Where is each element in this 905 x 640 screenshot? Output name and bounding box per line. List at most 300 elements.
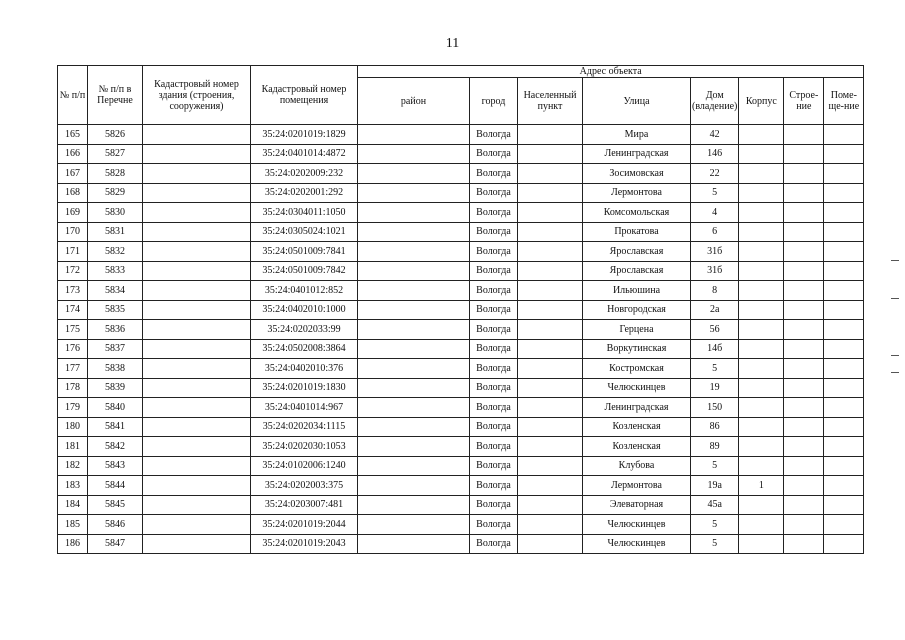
- cell-structure: [784, 320, 824, 340]
- cell-building-cadastral: [143, 515, 251, 535]
- cell-house: 19а: [691, 476, 739, 496]
- cell-city: Вологда: [470, 398, 518, 418]
- cell-structure: [784, 203, 824, 223]
- cell-street: Лермонтова: [583, 183, 691, 203]
- cell-room: [824, 476, 864, 496]
- page-number: 11: [445, 36, 460, 51]
- cell-room: [824, 320, 864, 340]
- cell-district: [358, 398, 470, 418]
- cell-list-num: 5846: [88, 515, 143, 535]
- cell-list-num: 5826: [88, 125, 143, 145]
- cell-house: 146: [691, 144, 739, 164]
- cell-structure: [784, 417, 824, 437]
- cell-num: 174: [58, 300, 88, 320]
- cell-city: Вологда: [470, 281, 518, 301]
- property-register-table: [57, 65, 864, 554]
- cell-house: 86: [691, 417, 739, 437]
- cell-room: [824, 144, 864, 164]
- col-header-city: город: [470, 78, 518, 125]
- cell-city: Вологда: [470, 515, 518, 535]
- cell-city: Вологда: [470, 125, 518, 145]
- cell-district: [358, 144, 470, 164]
- cell-room-cadastral: 35:24:0304011:1050: [251, 203, 358, 223]
- cell-list-num: 5844: [88, 476, 143, 496]
- cell-structure: [784, 261, 824, 281]
- cell-room: [824, 183, 864, 203]
- cell-room: [824, 339, 864, 359]
- cell-block: [739, 320, 784, 340]
- cell-room: [824, 261, 864, 281]
- cell-street: Челюскинцев: [583, 515, 691, 535]
- cell-district: [358, 495, 470, 515]
- col-header-room: Поме-ще-ние: [824, 78, 864, 125]
- cell-structure: [784, 515, 824, 535]
- cell-room: [824, 515, 864, 535]
- cell-room-cadastral: 35:24:0201019:1830: [251, 378, 358, 398]
- col-header-street: Улица: [583, 78, 691, 125]
- cell-building-cadastral: [143, 456, 251, 476]
- cell-block: [739, 339, 784, 359]
- cell-num: 179: [58, 398, 88, 418]
- cell-room: [824, 495, 864, 515]
- cell-building-cadastral: [143, 495, 251, 515]
- cell-district: [358, 476, 470, 496]
- cell-settlement: [518, 534, 583, 554]
- col-header-address-group: Адрес объекта: [358, 66, 864, 78]
- cell-building-cadastral: [143, 183, 251, 203]
- cell-district: [358, 300, 470, 320]
- cell-city: Вологда: [470, 339, 518, 359]
- cell-house: 42: [691, 125, 739, 145]
- cell-building-cadastral: [143, 534, 251, 554]
- cell-num: 168: [58, 183, 88, 203]
- table-row: [58, 534, 864, 554]
- cell-city: Вологда: [470, 261, 518, 281]
- col-header-house: Дом (владение): [691, 78, 739, 125]
- cell-house: 56: [691, 320, 739, 340]
- cell-structure: [784, 164, 824, 184]
- table-row: [58, 359, 864, 379]
- margin-mark: [891, 298, 899, 299]
- cell-room-cadastral: 35:24:0202034:1115: [251, 417, 358, 437]
- cell-house: 14б: [691, 339, 739, 359]
- cell-room: [824, 378, 864, 398]
- cell-city: Вологда: [470, 300, 518, 320]
- cell-street: Ильюшина: [583, 281, 691, 301]
- cell-street: Ленинградская: [583, 398, 691, 418]
- cell-house: 45а: [691, 495, 739, 515]
- cell-list-num: 5835: [88, 300, 143, 320]
- col-header-room-cadastral: Кадастровый номер помещения: [251, 66, 358, 125]
- cell-num: 165: [58, 125, 88, 145]
- cell-num: 183: [58, 476, 88, 496]
- cell-block: [739, 515, 784, 535]
- cell-street: Новгородская: [583, 300, 691, 320]
- cell-room-cadastral: 35:24:0501009:7841: [251, 242, 358, 262]
- cell-house: 5: [691, 359, 739, 379]
- cell-building-cadastral: [143, 359, 251, 379]
- table-header: [58, 66, 864, 125]
- cell-block: [739, 242, 784, 262]
- cell-city: Вологда: [470, 476, 518, 496]
- cell-room: [824, 398, 864, 418]
- cell-street: Герцена: [583, 320, 691, 340]
- cell-room-cadastral: 35:24:0102006:1240: [251, 456, 358, 476]
- cell-room-cadastral: 35:24:0502008:3864: [251, 339, 358, 359]
- cell-street: Прокатова: [583, 222, 691, 242]
- cell-building-cadastral: [143, 242, 251, 262]
- table-row: [58, 261, 864, 281]
- cell-list-num: 5836: [88, 320, 143, 340]
- cell-room: [824, 300, 864, 320]
- cell-structure: [784, 534, 824, 554]
- cell-structure: [784, 339, 824, 359]
- cell-city: Вологда: [470, 495, 518, 515]
- cell-list-num: 5828: [88, 164, 143, 184]
- cell-room: [824, 222, 864, 242]
- cell-room-cadastral: 35:24:0202009:232: [251, 164, 358, 184]
- cell-block: [739, 398, 784, 418]
- cell-list-num: 5831: [88, 222, 143, 242]
- cell-street: Зосимовская: [583, 164, 691, 184]
- cell-room: [824, 456, 864, 476]
- cell-house: 22: [691, 164, 739, 184]
- cell-house: 5: [691, 534, 739, 554]
- cell-list-num: 5837: [88, 339, 143, 359]
- cell-structure: [784, 222, 824, 242]
- table-row: [58, 417, 864, 437]
- cell-street: Козленская: [583, 417, 691, 437]
- cell-room: [824, 534, 864, 554]
- cell-list-num: 5833: [88, 261, 143, 281]
- cell-list-num: 5847: [88, 534, 143, 554]
- cell-structure: [784, 437, 824, 457]
- cell-settlement: [518, 144, 583, 164]
- cell-list-num: 5838: [88, 359, 143, 379]
- cell-num: 182: [58, 456, 88, 476]
- cell-room: [824, 125, 864, 145]
- cell-num: 170: [58, 222, 88, 242]
- cell-house: 89: [691, 437, 739, 457]
- cell-room-cadastral: 35:24:0401012:852: [251, 281, 358, 301]
- cell-room-cadastral: 35:24:0203007:481: [251, 495, 358, 515]
- cell-district: [358, 222, 470, 242]
- table-row: [58, 222, 864, 242]
- cell-building-cadastral: [143, 203, 251, 223]
- cell-district: [358, 515, 470, 535]
- cell-block: [739, 417, 784, 437]
- table-row: [58, 437, 864, 457]
- cell-list-num: 5845: [88, 495, 143, 515]
- cell-district: [358, 183, 470, 203]
- cell-list-num: 5841: [88, 417, 143, 437]
- cell-block: [739, 261, 784, 281]
- table-row: [58, 125, 864, 145]
- cell-room: [824, 281, 864, 301]
- cell-district: [358, 417, 470, 437]
- cell-room-cadastral: 35:24:0305024:1021: [251, 222, 358, 242]
- cell-district: [358, 456, 470, 476]
- cell-room: [824, 417, 864, 437]
- cell-settlement: [518, 359, 583, 379]
- table-row: [58, 456, 864, 476]
- cell-city: Вологда: [470, 359, 518, 379]
- cell-building-cadastral: [143, 300, 251, 320]
- table-row: [58, 378, 864, 398]
- margin-mark: [891, 260, 899, 261]
- cell-room-cadastral: 35:24:0401014:4872: [251, 144, 358, 164]
- cell-street: Ленинградская: [583, 144, 691, 164]
- cell-room-cadastral: 35:24:0202033:99: [251, 320, 358, 340]
- cell-block: [739, 534, 784, 554]
- cell-settlement: [518, 242, 583, 262]
- cell-settlement: [518, 456, 583, 476]
- cell-building-cadastral: [143, 164, 251, 184]
- cell-settlement: [518, 495, 583, 515]
- cell-street: Элеваторная: [583, 495, 691, 515]
- cell-building-cadastral: [143, 320, 251, 340]
- cell-district: [358, 534, 470, 554]
- table-row: [58, 476, 864, 496]
- cell-block: [739, 125, 784, 145]
- cell-num: 178: [58, 378, 88, 398]
- cell-num: 186: [58, 534, 88, 554]
- cell-room-cadastral: 35:24:0201019:2043: [251, 534, 358, 554]
- cell-district: [358, 359, 470, 379]
- cell-house: 6: [691, 222, 739, 242]
- col-header-list-num: № п/п в Перечне: [88, 66, 143, 125]
- cell-block: [739, 164, 784, 184]
- cell-street: Козленская: [583, 437, 691, 457]
- cell-room: [824, 359, 864, 379]
- cell-street: Челюскинцев: [583, 378, 691, 398]
- cell-list-num: 5843: [88, 456, 143, 476]
- cell-building-cadastral: [143, 222, 251, 242]
- col-header-settlement: Населенный пункт: [518, 78, 583, 125]
- cell-block: [739, 144, 784, 164]
- cell-room-cadastral: 35:24:0402010:1000: [251, 300, 358, 320]
- table-row: [58, 515, 864, 535]
- cell-city: Вологда: [470, 183, 518, 203]
- cell-settlement: [518, 300, 583, 320]
- cell-num: 177: [58, 359, 88, 379]
- cell-building-cadastral: [143, 378, 251, 398]
- cell-street: Мира: [583, 125, 691, 145]
- cell-block: [739, 495, 784, 515]
- table-row: [58, 281, 864, 301]
- cell-district: [358, 281, 470, 301]
- cell-settlement: [518, 203, 583, 223]
- cell-structure: [784, 476, 824, 496]
- cell-house: 31б: [691, 242, 739, 262]
- cell-structure: [784, 359, 824, 379]
- col-header-building-cadastral: Кадастровый номер здания (строения, сооружения): [143, 66, 251, 125]
- cell-settlement: [518, 378, 583, 398]
- cell-house: 8: [691, 281, 739, 301]
- cell-city: Вологда: [470, 378, 518, 398]
- cell-list-num: 5827: [88, 144, 143, 164]
- cell-settlement: [518, 417, 583, 437]
- cell-room-cadastral: 35:24:0402010:376: [251, 359, 358, 379]
- cell-district: [358, 164, 470, 184]
- cell-district: [358, 261, 470, 281]
- cell-city: Вологда: [470, 534, 518, 554]
- table-row: [58, 300, 864, 320]
- cell-num: 173: [58, 281, 88, 301]
- table-row: [58, 398, 864, 418]
- cell-street: Ярославская: [583, 242, 691, 262]
- cell-city: Вологда: [470, 417, 518, 437]
- cell-structure: [784, 242, 824, 262]
- cell-street: Челюскинцев: [583, 534, 691, 554]
- cell-list-num: 5832: [88, 242, 143, 262]
- cell-block: [739, 456, 784, 476]
- cell-city: Вологда: [470, 203, 518, 223]
- cell-room: [824, 242, 864, 262]
- cell-building-cadastral: [143, 144, 251, 164]
- cell-num: 181: [58, 437, 88, 457]
- cell-settlement: [518, 125, 583, 145]
- cell-district: [358, 242, 470, 262]
- cell-house: 19: [691, 378, 739, 398]
- cell-num: 167: [58, 164, 88, 184]
- cell-city: Вологда: [470, 164, 518, 184]
- cell-block: [739, 378, 784, 398]
- cell-settlement: [518, 261, 583, 281]
- cell-settlement: [518, 222, 583, 242]
- cell-room-cadastral: 35:24:0501009:7842: [251, 261, 358, 281]
- cell-building-cadastral: [143, 125, 251, 145]
- cell-district: [358, 339, 470, 359]
- cell-structure: [784, 144, 824, 164]
- cell-district: [358, 320, 470, 340]
- cell-structure: [784, 495, 824, 515]
- cell-building-cadastral: [143, 398, 251, 418]
- cell-structure: [784, 398, 824, 418]
- table-row: [58, 164, 864, 184]
- cell-structure: [784, 125, 824, 145]
- cell-street: Комсомольская: [583, 203, 691, 223]
- margin-mark: [891, 355, 899, 356]
- table-row: [58, 320, 864, 340]
- col-header-structure: Строе-ние: [784, 78, 824, 125]
- cell-city: Вологда: [470, 242, 518, 262]
- cell-structure: [784, 281, 824, 301]
- cell-num: 176: [58, 339, 88, 359]
- cell-list-num: 5829: [88, 183, 143, 203]
- cell-block: [739, 203, 784, 223]
- cell-building-cadastral: [143, 261, 251, 281]
- cell-district: [358, 378, 470, 398]
- cell-num: 171: [58, 242, 88, 262]
- cell-city: Вологда: [470, 320, 518, 340]
- cell-list-num: 5840: [88, 398, 143, 418]
- cell-num: 184: [58, 495, 88, 515]
- cell-district: [358, 437, 470, 457]
- cell-num: 185: [58, 515, 88, 535]
- cell-house: 5: [691, 183, 739, 203]
- cell-city: Вологда: [470, 222, 518, 242]
- cell-num: 172: [58, 261, 88, 281]
- cell-structure: [784, 300, 824, 320]
- cell-room-cadastral: 35:24:0202003:375: [251, 476, 358, 496]
- cell-house: 2а: [691, 300, 739, 320]
- cell-street: Лермонтова: [583, 476, 691, 496]
- cell-room: [824, 164, 864, 184]
- margin-mark: [891, 372, 899, 373]
- cell-building-cadastral: [143, 476, 251, 496]
- cell-num: 166: [58, 144, 88, 164]
- table-body: [58, 125, 864, 554]
- cell-street: Воркутинская: [583, 339, 691, 359]
- cell-structure: [784, 456, 824, 476]
- cell-room-cadastral: 35:24:0201019:1829: [251, 125, 358, 145]
- cell-city: Вологда: [470, 437, 518, 457]
- cell-house: 31б: [691, 261, 739, 281]
- table-row: [58, 183, 864, 203]
- col-header-district: район: [358, 78, 470, 125]
- cell-building-cadastral: [143, 437, 251, 457]
- cell-block: [739, 359, 784, 379]
- cell-house: 5: [691, 515, 739, 535]
- cell-block: [739, 222, 784, 242]
- cell-house: 4: [691, 203, 739, 223]
- cell-city: Вологда: [470, 144, 518, 164]
- cell-list-num: 5830: [88, 203, 143, 223]
- cell-num: 175: [58, 320, 88, 340]
- cell-room: [824, 437, 864, 457]
- cell-num: 180: [58, 417, 88, 437]
- cell-room: [824, 203, 864, 223]
- table-row: [58, 203, 864, 223]
- cell-room-cadastral: 35:24:0202001:292: [251, 183, 358, 203]
- cell-list-num: 5834: [88, 281, 143, 301]
- cell-settlement: [518, 183, 583, 203]
- col-header-block: Корпус: [739, 78, 784, 125]
- cell-street: Ярославская: [583, 261, 691, 281]
- col-header-num: № п/п: [58, 66, 88, 125]
- cell-settlement: [518, 437, 583, 457]
- cell-settlement: [518, 164, 583, 184]
- cell-settlement: [518, 398, 583, 418]
- cell-settlement: [518, 515, 583, 535]
- cell-street: Костромская: [583, 359, 691, 379]
- table-row: [58, 242, 864, 262]
- cell-house: 150: [691, 398, 739, 418]
- cell-street: Клубова: [583, 456, 691, 476]
- cell-block: [739, 437, 784, 457]
- cell-structure: [784, 183, 824, 203]
- table-row: [58, 144, 864, 164]
- cell-structure: [784, 378, 824, 398]
- cell-settlement: [518, 320, 583, 340]
- cell-room-cadastral: 35:24:0201019:2044: [251, 515, 358, 535]
- cell-district: [358, 203, 470, 223]
- table-row: [58, 495, 864, 515]
- cell-city: Вологда: [470, 456, 518, 476]
- cell-block: [739, 300, 784, 320]
- cell-num: 169: [58, 203, 88, 223]
- cell-building-cadastral: [143, 281, 251, 301]
- cell-district: [358, 125, 470, 145]
- cell-building-cadastral: [143, 339, 251, 359]
- cell-room-cadastral: 35:24:0401014:967: [251, 398, 358, 418]
- cell-settlement: [518, 339, 583, 359]
- table-row: [58, 339, 864, 359]
- cell-block: [739, 183, 784, 203]
- cell-room-cadastral: 35:24:0202030:1053: [251, 437, 358, 457]
- cell-house: 5: [691, 456, 739, 476]
